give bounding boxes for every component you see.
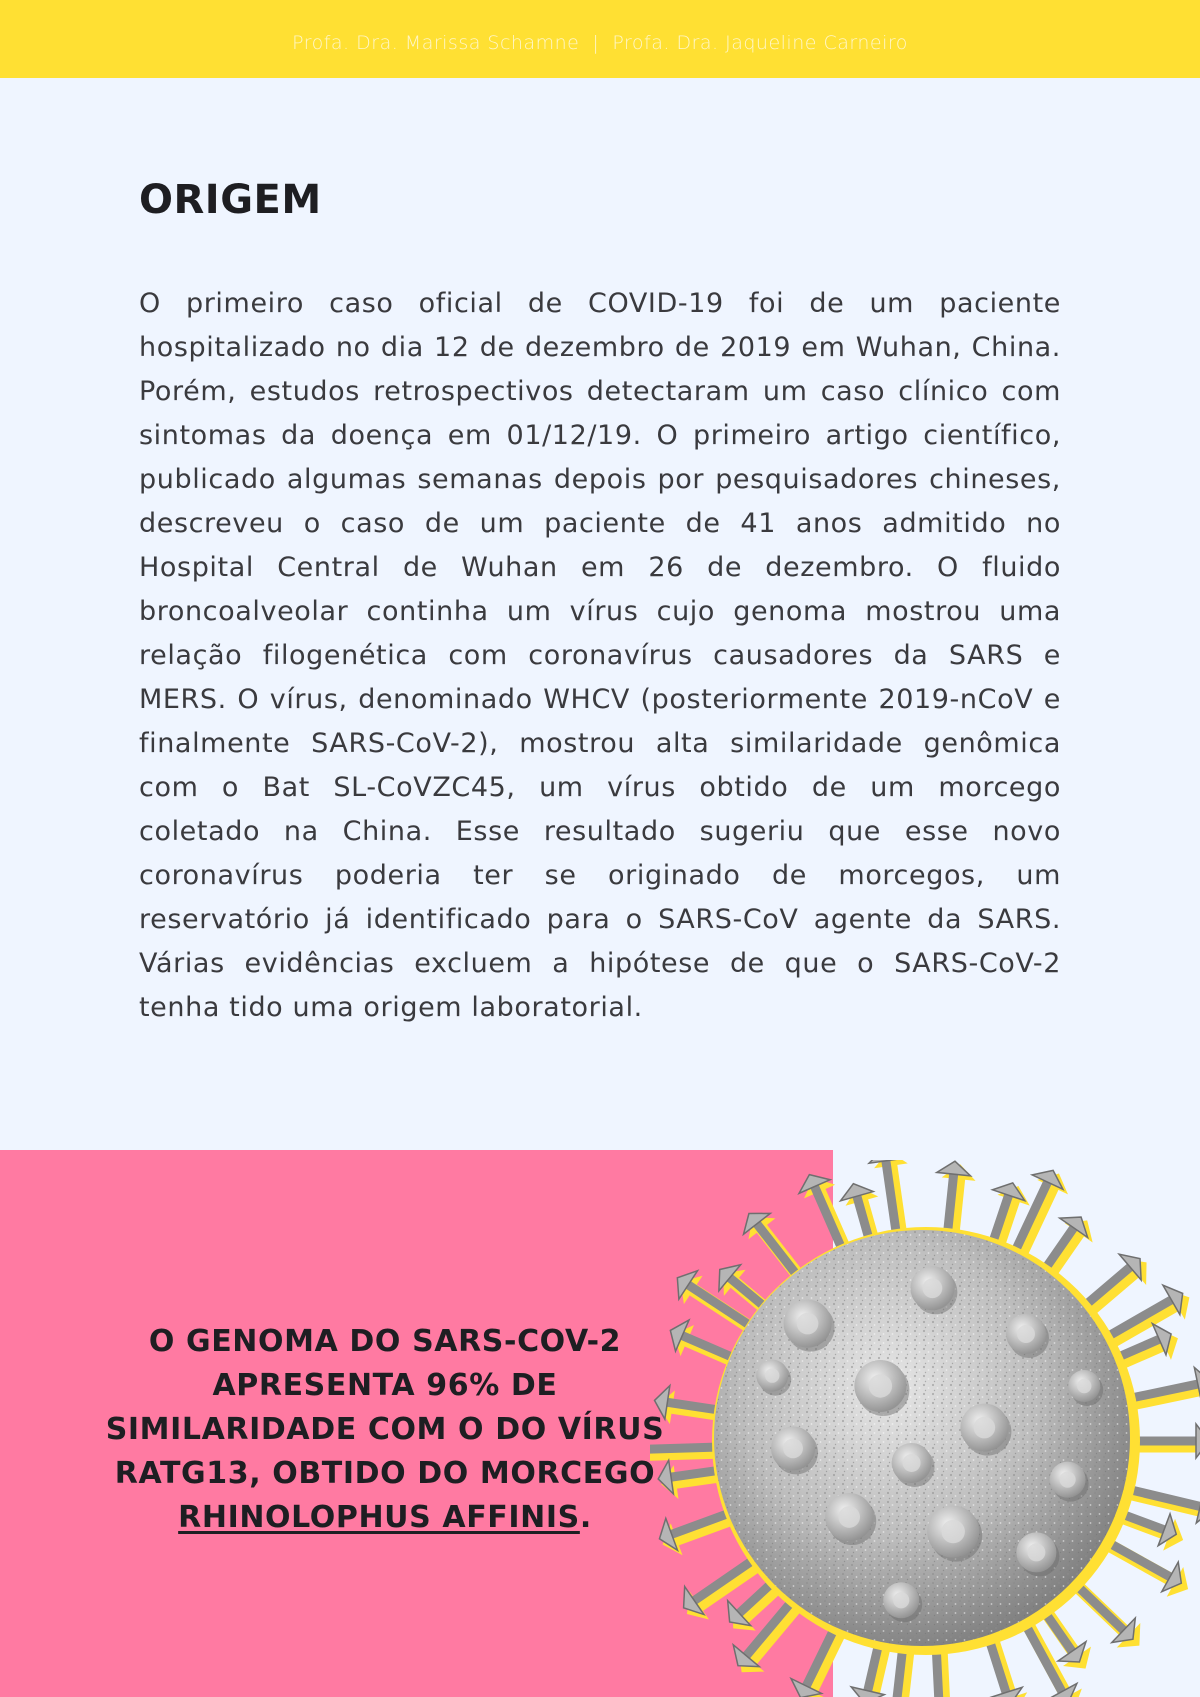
- surface-bump-highlight: [783, 1439, 803, 1459]
- callout-end: .: [579, 1500, 592, 1535]
- surface-bump-highlight: [893, 1592, 909, 1608]
- spike-cap: [658, 1460, 673, 1494]
- body-paragraph: O primeiro caso oficial de COVID-19 foi de um paciente hospitalizado no dia 12 de dezembro de 2019 em Wuhan, China. Porém, estudos retrospectivos detectaram um caso clínico com sintomas da doença em 01/12/19. O primeiro artigo científico, publicado algumas semanas depois por pesquisadores chineses, descreveu o caso de um paciente de 41 anos admitido no Hospital Central de Wuhan em 26 de dezembro. O fluido broncoalveolar continha um vírus cujo genoma mostrou uma relação filogenética com coronavírus causadores da SARS e MERS. O vírus, denominado WHCV (posteriormente 2019-nCoV e finalmente SARS-CoV-2), mostrou alta similaridade genômica com o Bat SL-CoVZC45, um vírus obtido de um morcego coletado na China. Esse resultado sugeriu que esse novo coronavírus poderia ter se originado de morcegos, um reservatório já identificado para o SARS-CoV agente da SARS. Várias evidências excluem a hipótese de que o SARS-CoV-2 tenha tido uma origem laboratorial.: [139, 288, 1061, 1023]
- surface-bump-highlight: [869, 1374, 892, 1397]
- coronavirus-icon: [650, 1160, 1200, 1697]
- surface-bump-highlight: [1017, 1325, 1035, 1343]
- spike-cap: [1196, 1424, 1200, 1458]
- coronavirus-illustration: [650, 1160, 1200, 1697]
- surface-bump-highlight: [903, 1454, 921, 1472]
- surface-bump-highlight: [1060, 1472, 1076, 1488]
- surface-bump-highlight: [942, 1520, 965, 1543]
- surface-bump-highlight: [838, 1506, 860, 1528]
- callout-species: RHINOLOPHUS AFFINIS: [178, 1500, 580, 1535]
- callout-main: O GENOMA DO SARS-COV-2 APRESENTA 96% DE SIMILARIDADE COM O DO VÍRUS RATG13, OBTIDO DO MORCEGO: [105, 1324, 665, 1491]
- header-credits: Profa. Dra. Marissa Schamne | Profa. Dra. Jaqueline Carneiro: [292, 32, 908, 54]
- surface-bump-highlight: [923, 1278, 943, 1298]
- surface-bump-highlight: [1077, 1379, 1091, 1393]
- spike-cap: [937, 1161, 971, 1176]
- callout-text: [90, 1320, 680, 1540]
- surface-bump-highlight: [797, 1313, 819, 1335]
- surface-bump-highlight: [765, 1368, 779, 1382]
- section-title: ORIGEM: [139, 177, 322, 223]
- surface-bump-highlight: [974, 1417, 996, 1439]
- surface-bump-highlight: [1027, 1543, 1045, 1561]
- header-band: [0, 0, 1200, 78]
